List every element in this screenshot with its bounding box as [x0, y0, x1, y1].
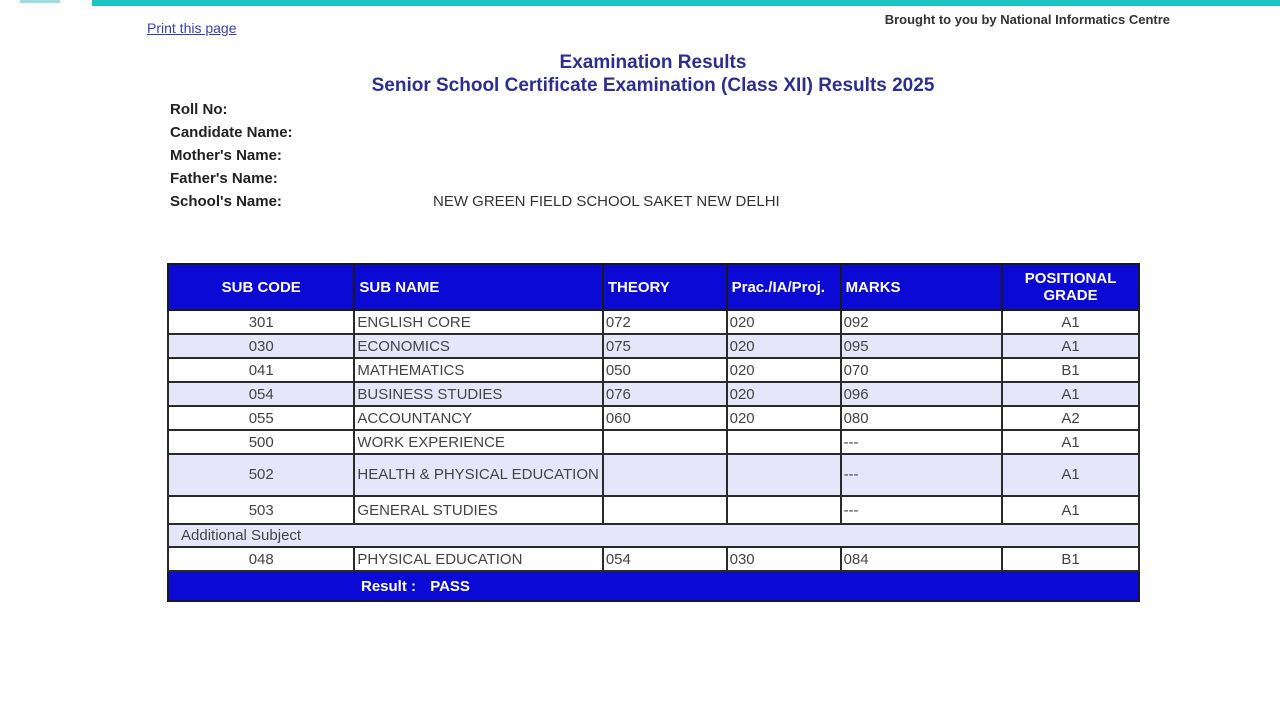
- school-name-row: [170, 192, 780, 215]
- theory-cell: 075: [603, 334, 727, 358]
- sub-name-cell: MATHEMATICS: [354, 358, 602, 382]
- marks-cell: ---: [841, 430, 1003, 454]
- sub-code-cell: 030: [168, 334, 354, 358]
- marks-cell: 070: [841, 358, 1003, 382]
- sub-code-cell: 503: [168, 496, 354, 524]
- table-row: [168, 334, 1139, 358]
- result-row: [168, 571, 1139, 601]
- prac-cell: 020: [727, 358, 841, 382]
- mother-name-row: [170, 146, 780, 169]
- sub-code-cell: 048: [168, 547, 354, 571]
- sub-code-cell: 500: [168, 430, 354, 454]
- table-row: [168, 430, 1139, 454]
- father-name-label: Father's Name:: [170, 170, 278, 187]
- page-title: [0, 52, 1280, 98]
- theory-cell: [603, 496, 727, 524]
- result-label: Result :: [361, 577, 417, 595]
- table-row: [168, 310, 1139, 334]
- prac-cell: 020: [727, 310, 841, 334]
- grade-cell: A1: [1002, 334, 1139, 358]
- header-prac: Prac./IA/Proj.: [727, 264, 841, 310]
- marks-cell: ---: [841, 496, 1003, 524]
- table-row: [168, 358, 1139, 382]
- result-wrap: [171, 578, 1136, 595]
- top-accent-bar: [92, 0, 1280, 6]
- grade-cell: A1: [1002, 496, 1139, 524]
- sub-name-cell: ENGLISH CORE: [354, 310, 602, 334]
- grade-cell: A1: [1002, 382, 1139, 406]
- mother-name-label: Mother's Name:: [170, 147, 282, 164]
- school-name-value: NEW GREEN FIELD SCHOOL SAKET NEW DELHI: [433, 193, 780, 210]
- header-grade: [1002, 264, 1139, 310]
- table-header-row: [168, 264, 1139, 310]
- grade-cell: A1: [1002, 310, 1139, 334]
- nic-credit: Brought to you by National Informatics Centre: [884, 12, 1170, 27]
- prac-cell: [727, 430, 841, 454]
- prac-cell: [727, 454, 841, 496]
- sub-name-cell: PHYSICAL EDUCATION: [354, 547, 602, 571]
- title-line-1: Examination Results: [559, 52, 747, 73]
- sub-name-cell: BUSINESS STUDIES: [354, 382, 602, 406]
- candidate-info: [170, 100, 780, 215]
- theory-cell: [603, 430, 727, 454]
- marks-cell: 096: [841, 382, 1003, 406]
- table-row: [168, 496, 1139, 524]
- sub-name-cell: WORK EXPERIENCE: [354, 430, 602, 454]
- header-marks: MARKS: [841, 264, 1003, 310]
- theory-cell: 076: [603, 382, 727, 406]
- marks-cell: 084: [841, 547, 1003, 571]
- sub-name-cell: GENERAL STUDIES: [354, 496, 602, 524]
- header-theory: THEORY: [603, 264, 727, 310]
- grade-cell: A1: [1002, 430, 1139, 454]
- marks-cell: 095: [841, 334, 1003, 358]
- table-row: [168, 547, 1139, 571]
- school-name-label: School's Name:: [170, 193, 282, 210]
- theory-cell: 054: [603, 547, 727, 571]
- candidate-name-label: Candidate Name:: [170, 124, 293, 141]
- grade-cell: B1: [1002, 358, 1139, 382]
- table-row: [168, 382, 1139, 406]
- theory-cell: 050: [603, 358, 727, 382]
- result-cell: [168, 571, 1139, 601]
- additional-subject-row: [168, 524, 1139, 547]
- marks-cell: ---: [841, 454, 1003, 496]
- sub-code-cell: 502: [168, 454, 354, 496]
- header-grade-line-1: POSITIONAL: [1024, 270, 1117, 287]
- marks-table: [167, 263, 1140, 602]
- roll-label: Roll No:: [170, 101, 228, 118]
- candidate-name-row: [170, 123, 780, 146]
- father-name-row: [170, 169, 780, 192]
- header-sub-code: SUB CODE: [168, 264, 354, 310]
- top-left-accent: [20, 0, 60, 3]
- sub-code-cell: 041: [168, 358, 354, 382]
- marks-cell: 080: [841, 406, 1003, 430]
- grade-cell: A2: [1002, 406, 1139, 430]
- additional-subject-label: Additional Subject: [168, 524, 1139, 547]
- roll-row: [170, 100, 780, 123]
- theory-cell: 072: [603, 310, 727, 334]
- sub-code-cell: 055: [168, 406, 354, 430]
- grade-cell: A1: [1002, 454, 1139, 496]
- sub-code-cell: 301: [168, 310, 354, 334]
- sub-name-cell: HEALTH & PHYSICAL EDUCATION: [354, 454, 602, 496]
- table-row: [168, 454, 1139, 496]
- header-sub-name: SUB NAME: [354, 264, 602, 310]
- prac-cell: 020: [727, 334, 841, 358]
- sub-name-cell: ACCOUNTANCY: [354, 406, 602, 430]
- title-line-2: Senior School Certificate Examination (Class XII) Results 2025: [371, 75, 935, 96]
- print-page-link[interactable]: Print this page: [147, 20, 237, 36]
- grade-cell: B1: [1002, 547, 1139, 571]
- theory-cell: 060: [603, 406, 727, 430]
- header-grade-line-2: GRADE: [1043, 287, 1098, 304]
- sub-code-cell: 054: [168, 382, 354, 406]
- table-row: [168, 406, 1139, 430]
- prac-cell: 020: [727, 406, 841, 430]
- prac-cell: [727, 496, 841, 524]
- marks-cell: 092: [841, 310, 1003, 334]
- sub-name-cell: ECONOMICS: [354, 334, 602, 358]
- theory-cell: [603, 454, 727, 496]
- result-value: PASS: [430, 577, 470, 595]
- prac-cell: 020: [727, 382, 841, 406]
- prac-cell: 030: [727, 547, 841, 571]
